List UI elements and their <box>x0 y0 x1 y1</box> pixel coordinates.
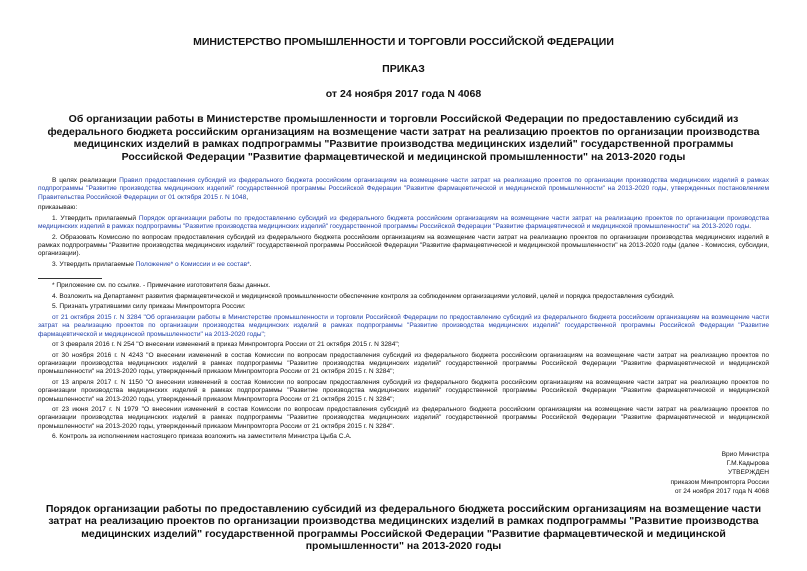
signature-block <box>38 450 769 497</box>
signer-position: Врио Министра <box>721 450 769 458</box>
intro-end: , <box>246 193 249 201</box>
procedure-link[interactable]: Порядок организации работы по предоставлению субсидий из федерального бюджета российским организациям на возмещение части затрат на реализацию проектов по организации производства медицинских изделий в рамках подпрограммы "Развитие производства медицинских изделий" государственной программы Российской Федерации "Развитие фармацевтической и медицинской промышленности" на 2013-2020 годы <box>38 214 769 231</box>
clause-6: 6. Контроль за исполнением настоящего приказа возложить на заместителя Министра Цыба С.А. <box>52 433 352 441</box>
order-title: Об организации работы в Министерстве промышленности и торговли Российской Федерации по предоставлению субсидий из федерального бюджета российским организациям на возмещение части затрат на реализацию проектов по организации производства медицинских изделий в рамках подпрограммы "Развитие производства медицинских изделий" государственной программы Российской Федерации "Развитие фармацевтической и медицинской промышленности" на 2013-2020 годы <box>47 113 760 163</box>
intro-text: В целях реализации <box>52 177 120 184</box>
footnote: * Приложение см. по ссылке. - Примечание изготовителя базы данных. <box>52 282 271 290</box>
clause-1-text: 1. Утвердить прилагаемый <box>52 214 139 222</box>
ministry-heading: МИНИСТЕРСТВО ПРОМЫШЛЕННОСТИ И ТОРГОВЛИ РОССИЙСКОЙ ФЕДЕРАЦИИ <box>193 36 614 48</box>
rules-link[interactable]: Правил предоставления субсидий из федерального бюджета российским организациям на возмещение части затрат на реализацию проектов по организации производства медицинских изделий в рамках подпрограммы "Развитие производства медицинских изделий" государственной программы Российской Федерации "Развитие фармацевтической и медицинской промышленности" на 2013-2020 годы, утвержденных постановлением Правительства Российской Федерации от 01 октября 2015 г. N 1048 <box>38 177 770 201</box>
clause-5: 5. Признать утратившими силу приказы Минпромторга России: <box>52 303 246 311</box>
clause-1 <box>38 215 769 232</box>
order-date: от 24 ноября 2017 года N 4068 <box>325 88 482 100</box>
clause-3-end: . <box>249 260 252 268</box>
clause-5-item-3: от 30 ноября 2016 г. N 4243 "О внесении изменений в состав Комиссии по вопросам предоставления субсидий из федерального бюджета российским организациям на возмещение части затрат на реализацию проектов по организации производства медицинских изделий в рамках подпрограммы "Развитие производства медицинских изделий" государственной программы Российской Федерации "Развитие фармацевтической и медицинской промышленности" на 2013-2020 годы, утвержденный приказом Минпромторга России от 21 октября 2015 г. N 3284"; <box>38 351 769 376</box>
clause-3-text: 3. Утвердить прилагаемые <box>52 260 136 268</box>
clause-1-end: . <box>749 223 752 231</box>
document-page <box>38 32 769 553</box>
annex-title: Порядок организации работы по предоставлению субсидий из федерального бюджета российским организациям на возмещение части затрат на реализацию проектов по организации производства медицинских изделий в рамках подпрограммы "Развитие производства медицинских изделий" государственной программы Российской Федерации "Развитие фармацевтической и медицинской промышленности" на 2013-2020 годы <box>45 502 762 553</box>
approved-label: УТВЕРЖДЕН <box>727 469 769 477</box>
clause-5-item-1[interactable]: от 21 октября 2015 г. N 3284 "Об организации работы в Министерстве промышленности и торговли Российской Федерации по предоставлению субсидий из федерального бюджета российским организациям на возмещение части затрат на реализацию проектов по организации производства медицинских изделий в рамках подпрограммы "Развитие производства медицинских изделий" государственной программы Российской Федерации "Развитие фармацевтической и медицинской промышленности" на 2013-2020 годы"; <box>38 313 769 338</box>
clause-3 <box>38 261 769 269</box>
prikazyvayu: приказываю: <box>38 204 78 212</box>
clause-2: 2. Образовать Комиссию по вопросам предоставления субсидий из федерального бюджета российским организациям на возмещение части затрат на реализацию проектов по организации производства медицинских изделий в рамках подпрограммы "Развитие производства медицинских изделий" государственной программы Российской Федерации "Развитие фармацевтической и медицинской промышленности" на 2013-2020 годы (далее - Комиссия, субсидии, организации). <box>38 233 769 258</box>
signer-name: Г.М.Кадырова <box>726 459 769 467</box>
doc-type-heading: ПРИКАЗ <box>382 63 425 75</box>
clause-5-item-5: от 23 июня 2017 г. N 1979 "О внесении изменений в состав Комиссии по вопросам предоставления субсидий из федерального бюджета российским организациям на возмещение части затрат на реализацию проектов по организации производства медицинских изделий в рамках подпрограммы "Развитие производства медицинских изделий" государственной программы Российской Федерации "Развитие фармацевтической и медицинской промышленности" на 2013-2020 годы, утвержденный приказом Минпромторга России от 21 октября 2015 г. N 3284". <box>38 406 769 430</box>
clause-5-item-2: от 3 февраля 2016 г. N 254 "О внесении изменений в приказ Минпромторга России от 21 октября 2015 г. N 3284"; <box>52 341 400 349</box>
footnote-divider <box>38 278 102 279</box>
order-body <box>38 177 769 442</box>
clause-4: 4. Возложить на Департамент развития фармацевтической и медицинской промышленности обеспечение контроля за соблюдением организациями условий, целей и порядка предоставления субсидий. <box>52 292 675 300</box>
regulation-link[interactable]: Положение* о Комиссии и ее состав* <box>135 260 250 268</box>
clause-5-item-4: от 13 апреля 2017 г. N 1150 "О внесении изменений в состав Комиссии по вопросам предоставления субсидий из федерального бюджета российским организациям на возмещение части затрат на реализацию проектов по организации производства медицинских изделий в рамках подпрограммы "Развитие производства медицинских изделий" государственной программы Российской Федерации "Развитие фармацевтической и медицинской промышленности" на 2013-2020 годы, утвержденный приказом Минпромторга России от 21 октября 2015 г. N 3284"; <box>38 378 769 403</box>
intro-paragraph <box>38 177 769 202</box>
approved-order-date: от 24 ноября 2017 года N 4068 <box>674 488 769 496</box>
approved-by-order: приказом Минпромторга России <box>670 478 769 486</box>
